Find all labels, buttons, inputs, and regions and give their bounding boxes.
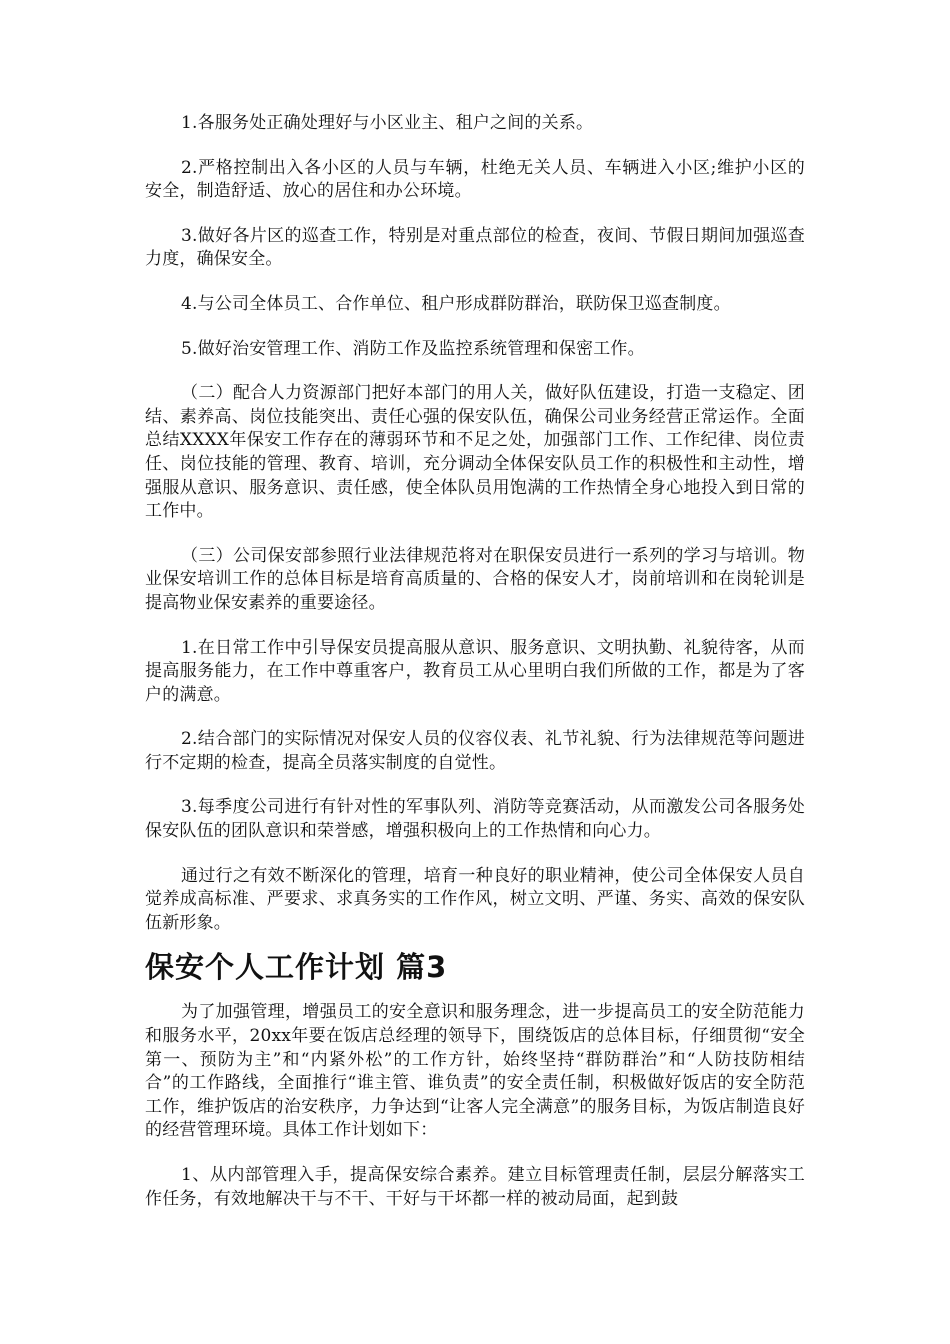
list-item: 1.各服务处正确处理好与小区业主、租户之间的关系。 <box>181 113 594 133</box>
body-paragraph: （三）公司保安部参照行业法律规范将对在职保安员进行一系列的学习与培训。物业保安培训工作的总体目标是培育高质量的、合格的保安人才，岗前培训和在岗轮训是提高物业保安素养的重要途径。 <box>145 545 805 613</box>
list-item: 3.做好各片区的巡查工作，特别是对重点部位的检查，夜间、节假日期间加强巡查力度，确保安全。 <box>145 225 805 270</box>
body-paragraph: 通过行之有效不断深化的管理，培育一种良好的职业精神，使公司全体保安人员自觉养成高标准、严要求、求真务实的工作作风，树立文明、严谨、务实、高效的保安队伍新形象。 <box>145 865 805 933</box>
body-paragraph: （二）配合人力资源部门把好本部门的用人关，做好队伍建设，打造一支稳定、团结、素养高、岗位技能突出、责任心强的保安队伍，确保公司业务经营正常运作。全面总结XXXX年保安工作存在的薄弱环节和不足之处，加强部门工作、工作纪律、岗位责任、岗位技能的管理、教育、培训，充分调动全体保安队员工作的积极性和主动性，增强服从意识、服务意识、责任感，使全体队员用饱满的工作热情全身心地投入到日常的工作中。 <box>145 383 805 522</box>
list-item: 2.结合部门的实际情况对保安人员的仪容仪表、礼节礼貌、行为法律规范等问题进行不定期的检查，提高全员落实制度的自觉性。 <box>145 729 805 773</box>
document-page <box>145 112 805 1211</box>
body-paragraph: 为了加强管理，增强员工的安全意识和服务理念，进一步提高员工的安全防范能力和服务水平，20xx年要在饭店总经理的领导下，围绕饭店的总体目标，仔细贯彻“安全第一、预防为主”和“内紧外松”的工作方针，始终坚持“群防群治”和“人防技防相结合”的工作路线，全面推行“谁主管、谁负责”的安全责任制，积极做好饭店的安全防范工作，维护饭店的治安秩序，力争达到“让客人完全满意”的服务目标，为饭店制造良好的经营管理环境。具体工作计划如下： <box>145 1002 805 1141</box>
list-item: 1.在日常工作中引导保安员提高服从意识、服务意识、文明执勤、礼貌待客，从而提高服务能力，在工作中尊重客户，教育员工从心里明白我们所做的工作，都是为了客户的满意。 <box>145 637 805 705</box>
list-item: 1、从内部管理入手，提高保安综合素养。建立目标管理责任制，层层分解落实工作任务，有效地解决干与不干、干好与干坏都一样的被动局面，起到鼓 <box>145 1165 805 1209</box>
list-item: 2.严格控制出入各小区的人员与车辆，杜绝无关人员、车辆进入小区;维护小区的安全，制造舒适、放心的居住和办公环境。 <box>145 157 805 202</box>
list-item: 3.每季度公司进行有针对性的军事队列、消防等竞赛活动，从而激发公司各服务处保安队伍的团队意识和荣誉感，增强积极向上的工作热情和向心力。 <box>145 797 805 842</box>
list-item: 5.做好治安管理工作、消防工作及监控系统管理和保密工作。 <box>181 338 645 359</box>
section-heading: 保安个人工作计划 篇3 <box>145 950 448 985</box>
list-item: 4.与公司全体员工、合作单位、租户形成群防群治，联防保卫巡查制度。 <box>181 293 731 314</box>
